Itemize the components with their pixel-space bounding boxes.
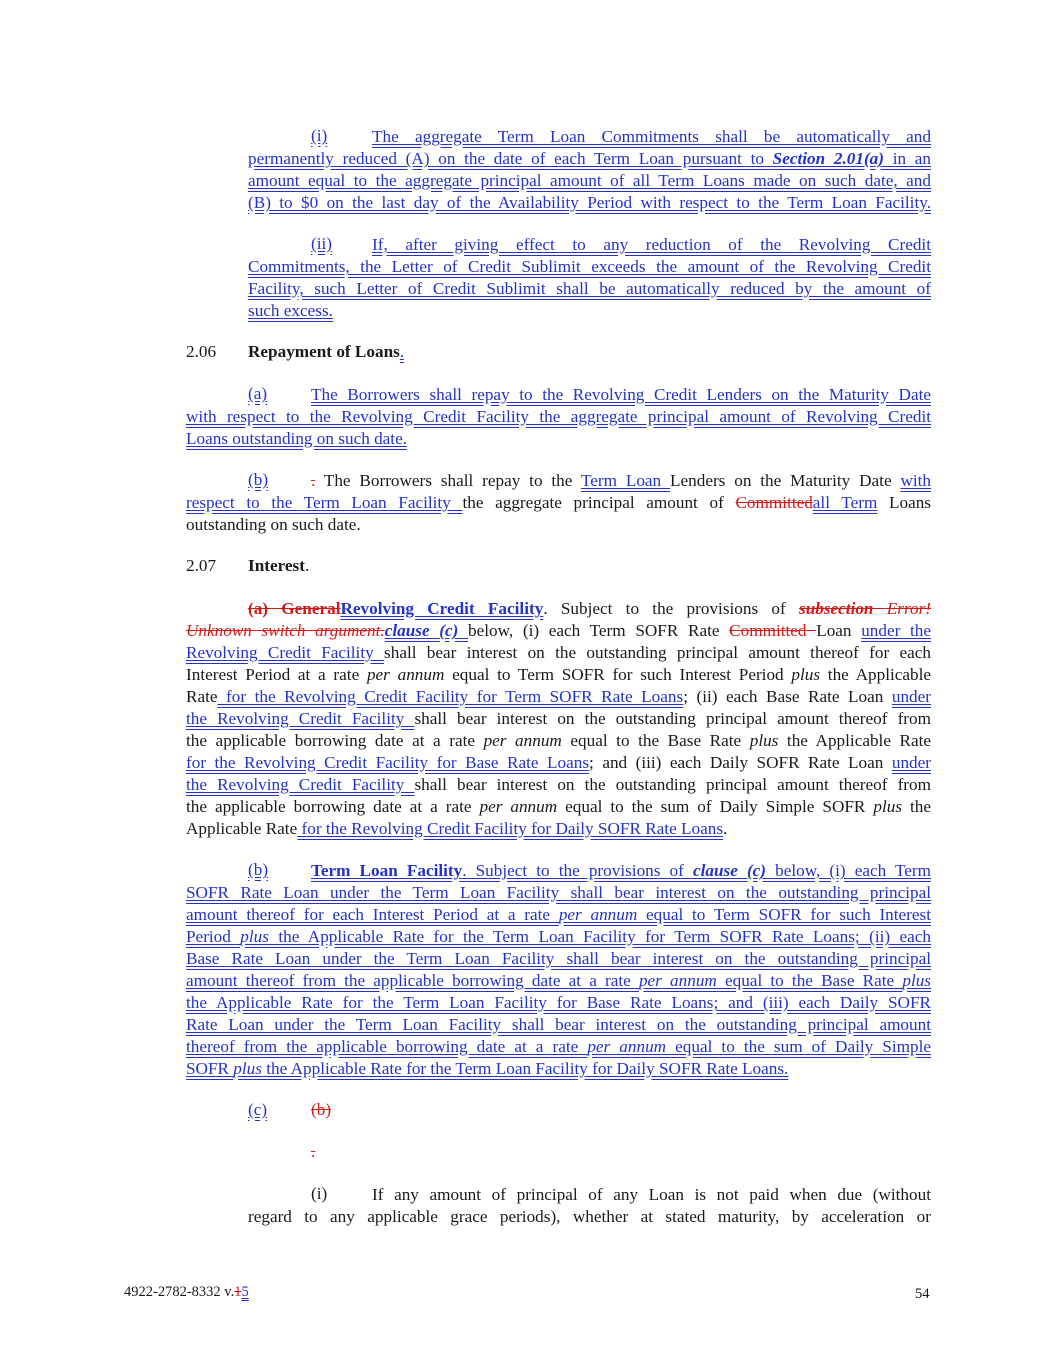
paragraph-number: (b) — [248, 860, 269, 879]
paragraph-line — [186, 926, 931, 948]
italic-text: per annum — [483, 731, 562, 750]
inserted-text: all Term — [812, 493, 878, 512]
inserted-text: the Applicable Rate for the Term Loan Facility for Daily SOFR Rate Loans. — [261, 1059, 789, 1078]
text: the applicable borrowing date at a rate — [186, 797, 480, 816]
paragraph-line — [186, 818, 931, 840]
paragraph-line: SOFR Rate Loan under the Term Loan Facility shall bear interest on the outstanding principal — [186, 883, 931, 902]
text: Loans — [877, 493, 931, 512]
paragraph-line: If, after giving effect to any reduction of the Revolving Credit — [372, 235, 931, 254]
inserted-text: with — [900, 471, 931, 490]
inserted-text: under — [891, 687, 931, 706]
text: Interest Period at a rate — [186, 665, 367, 684]
italic-text: plus — [902, 971, 931, 990]
section-number: 2.06 — [186, 342, 217, 361]
document-id — [124, 1284, 249, 1301]
text: ; (ii) each Base Rate Loan — [683, 687, 892, 706]
inserted-period: . — [399, 342, 405, 361]
paragraph-line: regard to any applicable grace periods), whether at stated maturity, by acceleration or — [248, 1207, 931, 1226]
paragraph-number: (a) — [248, 384, 268, 403]
inserted-text: equal to the Base Rate — [716, 971, 903, 990]
deleted-text: . — [311, 471, 316, 490]
paragraph-number: (i) — [311, 126, 328, 145]
paragraph-heading: Term Loan Facility — [311, 861, 463, 880]
text: . — [723, 819, 728, 838]
text: the applicable borrowing date at a rate — [186, 731, 484, 750]
inserted-text: for the Revolving Credit Facility for Term SOFR Rate Loans — [217, 687, 684, 706]
deleted-text: (a) General — [248, 599, 341, 618]
paragraph-line — [186, 752, 931, 774]
deleted-text: Committed — [729, 621, 817, 640]
text: Applicable Rate — [186, 819, 298, 838]
inserted-text: under — [891, 753, 931, 772]
italic-text: plus — [233, 1059, 262, 1078]
paragraph-line — [186, 970, 931, 992]
section-title-line — [248, 556, 309, 576]
section-number: 2.07 — [186, 556, 217, 575]
inserted-text: permanently reduced (A) on the date of each Term Loan pursuant to — [248, 149, 773, 168]
inserted-text: under the — [861, 621, 931, 640]
text: Rate — [186, 687, 218, 706]
paragraph-line: outstanding on such date. — [186, 515, 361, 534]
document-id-text: 4922-2782-8332 v. — [124, 1284, 235, 1300]
paragraph-line: Rate Loan under the Term Loan Facility shall bear interest on the outstanding principal amount — [186, 1015, 931, 1034]
text: shall bear interest on the outstanding principal amount thereof from — [414, 709, 931, 728]
text: the Applicable — [820, 665, 931, 684]
text: Loan — [816, 621, 862, 640]
italic-text: plus — [240, 927, 269, 946]
paragraph-line — [186, 686, 931, 708]
paragraph-line: such excess. — [248, 301, 333, 320]
text: equal to the sum of Daily Simple SOFR — [557, 797, 874, 816]
text: shall bear interest on the outstanding principal amount thereof from — [414, 775, 931, 794]
paragraph-line — [186, 904, 931, 926]
paragraph-line — [186, 620, 931, 642]
paragraph-line: with respect to the Revolving Credit Facility the aggregate principal amount of Revolving Credit — [186, 407, 931, 426]
deleted-text: subsection — [799, 599, 887, 618]
paragraph-line: (B) to $0 on the last day of the Availability Period with respect to the Term Loan Facility. — [248, 193, 931, 212]
paragraph-line — [248, 148, 931, 170]
inserted-text: in an — [884, 149, 931, 168]
section-title-line — [248, 342, 404, 362]
clause-reference: clause (c) — [692, 861, 767, 880]
deleted-text: Committed — [735, 493, 813, 512]
inserted-text: Period — [186, 927, 241, 946]
text: equal to the Base Rate — [561, 731, 750, 750]
text: ; and (iii) each Daily SOFR Rate Loan — [589, 753, 892, 772]
text: The Borrowers shall repay to the — [315, 471, 581, 490]
inserted-text: clause (c) — [384, 621, 469, 640]
inserted-text: Term Loan — [580, 471, 671, 490]
inserted-text: amount thereof from the applicable borrowing date at a rate — [186, 971, 639, 990]
inserted-text: for the Revolving Credit Facility for Daily SOFR Rate Loans — [297, 819, 724, 838]
section-reference: Section 2.01(a) — [772, 149, 885, 168]
paragraph-number: (i) — [311, 1184, 328, 1203]
italic-text: per annum — [479, 797, 558, 816]
page-number: 54 — [915, 1286, 930, 1302]
paragraph-line: The Borrowers shall repay to the Revolving Credit Lenders on the Maturity Date — [311, 385, 931, 404]
paragraph-number: (c) — [248, 1100, 268, 1119]
text: equal to Term SOFR for such Interest Period — [444, 665, 792, 684]
inserted-text: the Revolving Credit Facility — [186, 775, 415, 794]
section-title: Interest — [248, 556, 305, 575]
paragraph-line — [186, 774, 931, 796]
paragraph-line — [248, 598, 931, 620]
inserted-text: respect to the Term Loan Facility — [186, 493, 463, 512]
deleted-text: Unknown switch argument. — [186, 621, 385, 640]
italic-text: per annum — [558, 905, 638, 924]
inserted-text: the Applicable Rate for the Term Loan Facility for Term SOFR Rate Loans; (ii) each — [268, 927, 931, 946]
paragraph-line: Commitments, the Letter of Credit Sublimit exceeds the amount of the Revolving Credit — [248, 257, 931, 276]
inserted-text: . Subject to the provisions of — [462, 861, 693, 880]
paragraph-line: Facility, such Letter of Credit Sublimit shall be automatically reduced by the amount of — [248, 279, 931, 298]
paragraph-line — [311, 860, 931, 882]
paragraph-line — [311, 470, 931, 492]
paragraph-line — [186, 708, 931, 730]
paragraph-line — [186, 642, 931, 664]
text: . Subject to the provisions of — [543, 599, 799, 618]
deleted-text: Error! — [886, 599, 931, 618]
paragraph-line: the Applicable Rate for the Term Loan Facility for Base Rate Loans; and (iii) each Daily SOFR — [186, 993, 931, 1012]
paragraph-number: (b) — [248, 470, 269, 489]
italic-text: plus — [791, 665, 821, 684]
italic-text: per annum — [587, 1037, 667, 1056]
deleted-paragraph-number: (b) — [311, 1100, 332, 1119]
inserted-text: equal to the sum of Daily Simple — [666, 1037, 931, 1056]
italic-text: per annum — [366, 665, 445, 684]
inserted-text: SOFR — [186, 1059, 234, 1078]
text: Lenders on the Maturity Date — [670, 471, 901, 490]
paragraph-line — [186, 664, 931, 686]
italic-text: plus — [749, 731, 779, 750]
paragraph-line — [186, 1058, 931, 1080]
text: the aggregate principal amount of — [462, 493, 736, 512]
text: the Applicable Rate — [778, 731, 931, 750]
inserted-text: the Revolving Credit Facility — [186, 709, 415, 728]
paragraph-line — [186, 796, 931, 818]
paragraph-line — [186, 1036, 931, 1058]
paragraph-line — [186, 492, 931, 514]
deleted-version: 1 — [234, 1284, 242, 1300]
text: the — [902, 797, 931, 816]
paragraph-line: The aggregate Term Loan Commitments shall be automatically and — [372, 127, 931, 146]
text: below, (i) each Term SOFR Rate — [468, 621, 730, 640]
inserted-text: below, (i) each Term — [766, 861, 931, 880]
italic-text: plus — [873, 797, 903, 816]
section-title: Repayment of Loans — [248, 342, 400, 361]
period: . — [304, 556, 310, 575]
inserted-text: thereof from the applicable borrowing date at a rate — [186, 1037, 588, 1056]
italic-text: per annum — [638, 971, 717, 990]
paragraph-line: If any amount of principal of any Loan is not paid when due (without — [372, 1185, 931, 1204]
inserted-heading: Revolving Credit Facility — [340, 599, 544, 618]
inserted-text: Revolving Credit Facility — [186, 643, 385, 662]
text: shall bear interest on the outstanding principal amount thereof for each — [384, 643, 931, 662]
inserted-version: 5 — [241, 1284, 249, 1300]
inserted-text: for the Revolving Credit Facility for Base Rate Loans — [186, 753, 590, 772]
paragraph-number: (ii) — [311, 234, 332, 253]
paragraph-line: Loans outstanding on such date. — [186, 429, 408, 448]
deleted-period: . — [311, 1142, 316, 1161]
paragraph-line — [186, 730, 931, 752]
paragraph-line: amount equal to the aggregate principal amount of all Term Loans made on such date, and — [248, 171, 931, 190]
inserted-text: equal to Term SOFR for such Interest — [637, 905, 931, 924]
inserted-text: amount thereof for each Interest Period at a rate — [186, 905, 559, 924]
paragraph-line: Base Rate Loan under the Term Loan Facility shall bear interest on the outstanding principal — [186, 949, 931, 968]
